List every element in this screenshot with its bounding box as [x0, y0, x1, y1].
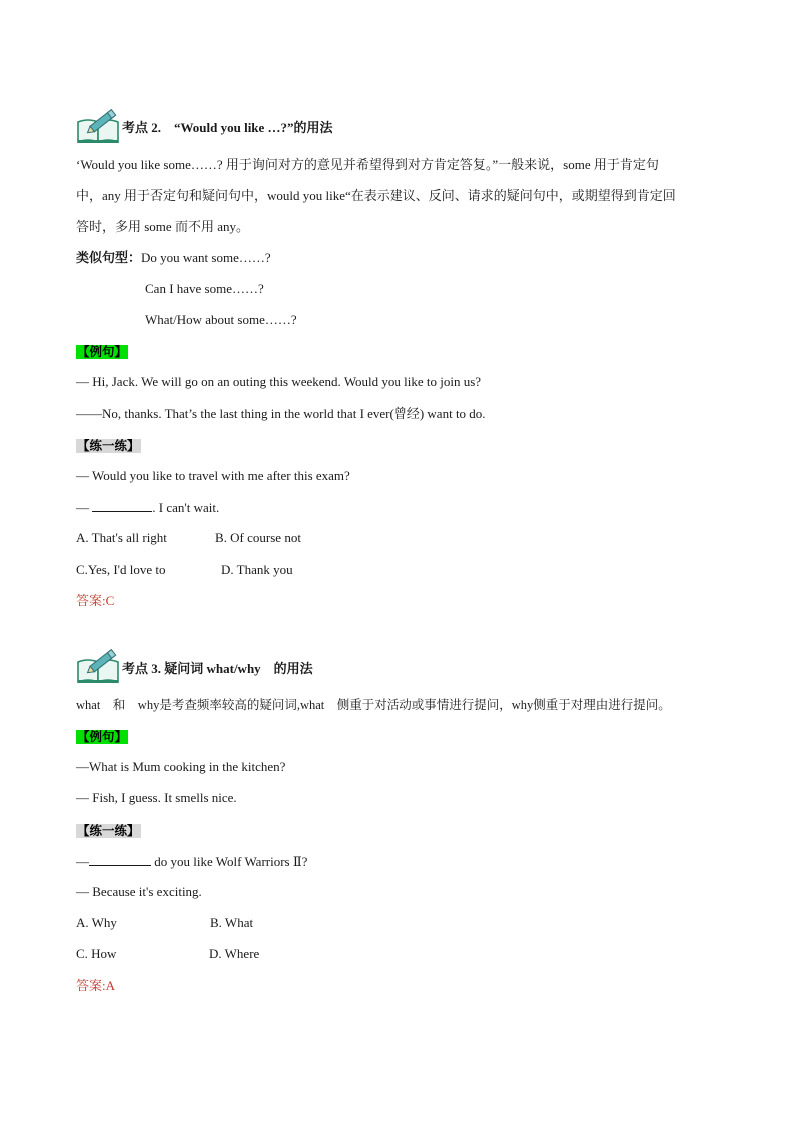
practice-answer: — Because it's exciting.: [76, 884, 202, 899]
answer-blank: [92, 499, 152, 512]
similar-item: Do you want some……?: [141, 250, 271, 265]
section-heading: 考点 2. “Would you like …?”的用法: [122, 120, 333, 135]
answer-blank: [89, 853, 151, 866]
example-tag: 【例句】: [77, 345, 128, 359]
option-c: C. How: [76, 946, 117, 961]
similar-label: 类似句型：: [76, 250, 142, 265]
option-d: D. Thank you: [221, 562, 293, 577]
answer-text: 答案:C: [76, 593, 115, 608]
paragraph-line: ‘Would you like some……? 用于询问对方的意见并希望得到对方肯定答复。”一般来说，some 用于肯定句: [76, 157, 659, 172]
option-a: A. Why: [76, 915, 117, 930]
paragraph-line: 中，any 用于否定句和疑问句中，would you like“在表示建议、反问、请求的疑问句中，或期望得到肯定回: [76, 188, 676, 203]
option-b: B. Of course not: [215, 530, 301, 545]
paragraph-line: 答时，多用 some 而不用 any。: [76, 219, 249, 234]
practice-question: — Would you like to travel with me after this exam?: [76, 468, 350, 483]
example-tag: 【例句】: [77, 730, 128, 744]
paragraph-line: what 和 why是考查频率较高的疑问词,what 侧重于对活动或事情进行提问，why侧重于对理由进行提问。: [76, 698, 671, 712]
option-a: A. That's all right: [76, 530, 167, 545]
practice-answer-line: — . I can't wait.: [76, 500, 220, 515]
example-sentence: ——No, thanks. That’s the last thing in the world that I ever(曾经) want to do.: [76, 406, 486, 421]
option-b: B. What: [210, 915, 254, 930]
example-sentence: —What is Mum cooking in the kitchen?: [76, 759, 286, 774]
answer-text: 答案:A: [76, 978, 116, 993]
practice-tag: 【练一练】: [77, 824, 140, 838]
practice-question: — do you like Wolf Warriors Ⅱ?: [76, 854, 308, 869]
practice-tag: 【练一练】: [77, 439, 140, 453]
option-c: C.Yes, I'd love to: [76, 562, 166, 577]
example-sentence: — Fish, I guess. It smells nice.: [76, 790, 237, 805]
book-pencil-icon: [76, 108, 120, 144]
similar-item: Can I have some……?: [145, 281, 264, 296]
option-d: D. Where: [209, 946, 260, 961]
book-pencil-icon: [76, 648, 120, 684]
section-heading: 考点 3. 疑问词 what/why 的用法: [122, 661, 313, 676]
similar-item: What/How about some……?: [145, 312, 297, 327]
example-sentence: — Hi, Jack. We will go on an outing this weekend. Would you like to join us?: [76, 374, 482, 389]
similar-patterns: [76, 250, 271, 266]
